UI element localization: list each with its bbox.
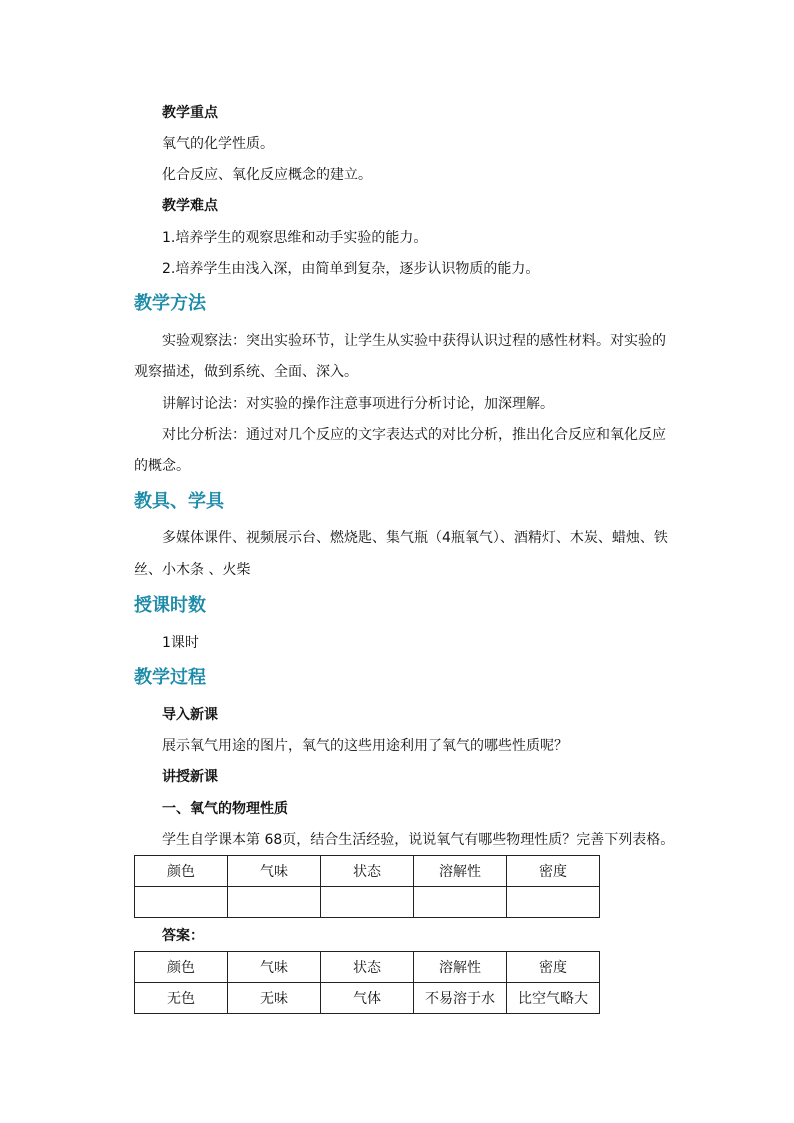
- table-header-cell: 状态: [321, 856, 414, 887]
- table-blank-cell: [414, 887, 507, 918]
- table-header-cell: 气味: [228, 952, 321, 983]
- table-blank-cell: [135, 887, 228, 918]
- hours-value: 1课时: [162, 635, 199, 651]
- process-heading: 教学过程: [134, 667, 206, 688]
- methods-line: 讲解讨论法：对实验的操作注意事项进行分析讨论，加深理解。: [162, 396, 554, 412]
- table-header-cell: 气味: [228, 856, 321, 887]
- key-point-item: 化合反应、氧化反应概念的建立。: [162, 167, 372, 183]
- tools-line: 丝、小木条 、火柴: [134, 562, 251, 578]
- hours-heading: 授课时数: [134, 595, 206, 616]
- methods-line: 的概念。: [134, 458, 190, 474]
- table-header-cell: 溶解性: [414, 856, 507, 887]
- table-answer-cell: 无味: [228, 983, 321, 1014]
- table-row: [135, 983, 600, 1014]
- key-point-item: 氧气的化学性质。: [162, 136, 274, 152]
- table-header-cell: 状态: [321, 952, 414, 983]
- answer-label: 答案：: [162, 928, 204, 944]
- difficulty-item: 2.培养学生由浅入深，由简单到复杂，逐步认识物质的能力。: [162, 261, 540, 277]
- table-answer-cell: 气体: [321, 983, 414, 1014]
- methods-line: 观察描述，做到系统、全面、深入。: [134, 364, 358, 380]
- key-points-title: 教学重点: [162, 105, 218, 121]
- table-row: [135, 856, 600, 887]
- table-blank-cell: [321, 887, 414, 918]
- intro-title: 导入新课: [162, 707, 218, 723]
- blank-properties-table: [134, 855, 600, 918]
- tools-line: 多媒体课件、视频展示台、燃烧匙、集气瓶（4瓶氧气）、酒精灯、木炭、蜡烛、铁: [162, 530, 668, 546]
- table-answer-cell: 无色: [135, 983, 228, 1014]
- table-header-cell: 密度: [507, 856, 600, 887]
- table-header-cell: 密度: [507, 952, 600, 983]
- answer-properties-table: [134, 951, 600, 1014]
- difficulty-item: 1.培养学生的观察思维和动手实验的能力。: [162, 230, 428, 246]
- table-header-cell: 颜色: [135, 856, 228, 887]
- table-header-cell: 溶解性: [414, 952, 507, 983]
- section-title: 一、氧气的物理性质: [162, 801, 288, 817]
- table-answer-cell: 比空气略大: [507, 983, 600, 1014]
- difficulties-title: 教学难点: [162, 198, 218, 214]
- table-row: [135, 887, 600, 918]
- table-header-cell: 颜色: [135, 952, 228, 983]
- table-blank-cell: [507, 887, 600, 918]
- table-answer-cell: 不易溶于水: [414, 983, 507, 1014]
- intro-text: 展示氧气用途的图片，氧气的这些用途利用了氧气的哪些性质呢？: [162, 738, 568, 754]
- new-lesson-title: 讲授新课: [162, 769, 218, 785]
- tools-heading: 教具、学具: [134, 491, 224, 512]
- methods-line: 对比分析法：通过对几个反应的文字表达式的对比分析，推出化合反应和氧化反应: [162, 427, 666, 443]
- methods-heading: 教学方法: [134, 293, 206, 314]
- table-blank-cell: [228, 887, 321, 918]
- methods-line: 实验观察法：突出实验环节，让学生从实验中获得认识过程的感性材料。对实验的: [162, 333, 666, 349]
- task-text: 学生自学课本第 68页，结合生活经验，说说氧气有哪些物理性质？完善下列表格。: [162, 832, 675, 848]
- table-row: [135, 952, 600, 983]
